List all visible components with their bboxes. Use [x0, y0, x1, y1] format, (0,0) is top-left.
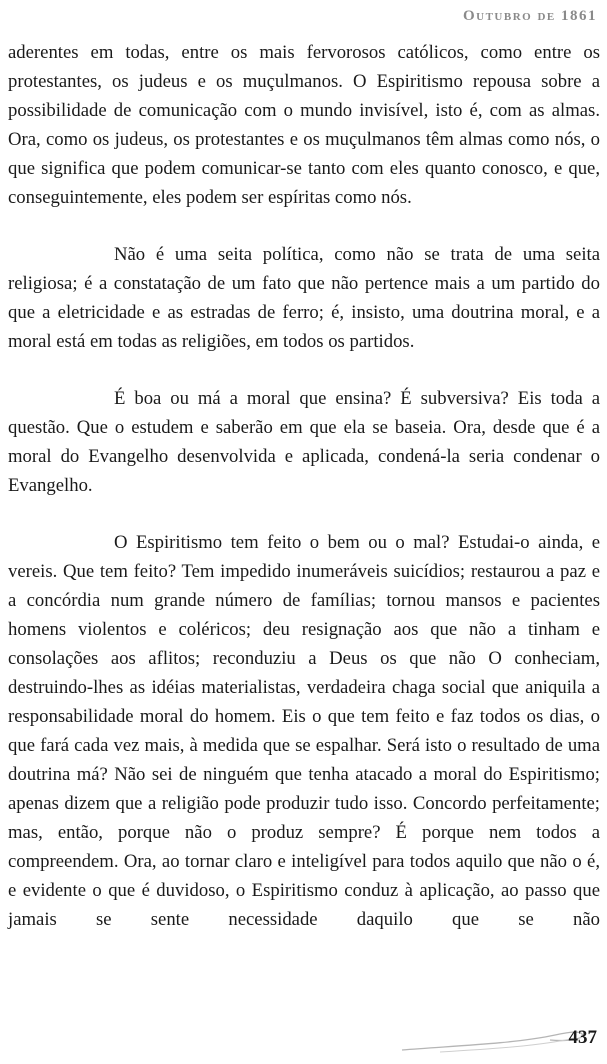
paragraph-continued: aderentes em todas, entre os mais fervorosos católicos, como entre os protestantes, os judeus e os muçulmanos. O Espiritismo repousa sobre a possibilidade de comunicação com o mundo invisível, isto é, com as almas. Ora, como os judeus, os protestantes e os muçulmanos têm almas como nós, o que significa que podem comunicar-se tanto com eles quanto conosco, e que, conseguintemente, eles podem ser espíritas como nós. — [8, 42, 600, 208]
paragraph-seita: Não é uma seita política, como não se trata de uma seita religiosa; é a constatação de um fato que não pertence mais a um partido do que a eletricidade e as estradas de ferro; é, insisto, uma doutrina moral, e a moral está em todas as religiões, em todos os partidos. — [8, 244, 600, 352]
running-header: Outubro de 1861 — [462, 8, 597, 24]
page-number: 437 — [568, 1027, 597, 1048]
paragraph-espiritismo: O Espiritismo tem feito o bem ou o mal? Estudai-o ainda, e vereis. Que tem feito? Tem impedido inumeráveis suicídios; restaurou a paz e a concórdia num grande número de famílias; tornou mansos e pacientes homens violentos e coléricos; deu resignação aos que não a tinham e consolações aos aflitos; reconduziu a Deus os que não O conheciam, destruindo-lhes as idéias materialistas, verdadeira chaga social que aniquila a responsabilidade moral do homem. Eis o que tem feito e faz todos os dias, o que fará cada vez mais, à medida que se espalhar. Será isto o resultado de uma doutrina má? Não sei de ninguém que tenha atacado a moral do Espiritismo; apenas dizem que a religião pode produzir tudo isso. Concordo perfeitamente; mas, então, porque não o produz sempre? É porque nem todos a compreendem. Ora, ao tornar claro e inteligível para todos aquilo que não o é, e evidente o que é duvidoso, o Espiritismo conduz à aplicação, ao passo que jamais se sente necessidade daquilo que se não — [8, 532, 600, 930]
page-body — [8, 38, 600, 934]
paragraph-moral: É boa ou má a moral que ensina? É subversiva? Eis toda a questão. Que o estudem e saberão em que ela se baseia. Ora, desde que é a moral do Evangelho desenvolvida e aplicada, condená-la seria condenar o Evangelho. — [8, 388, 600, 496]
